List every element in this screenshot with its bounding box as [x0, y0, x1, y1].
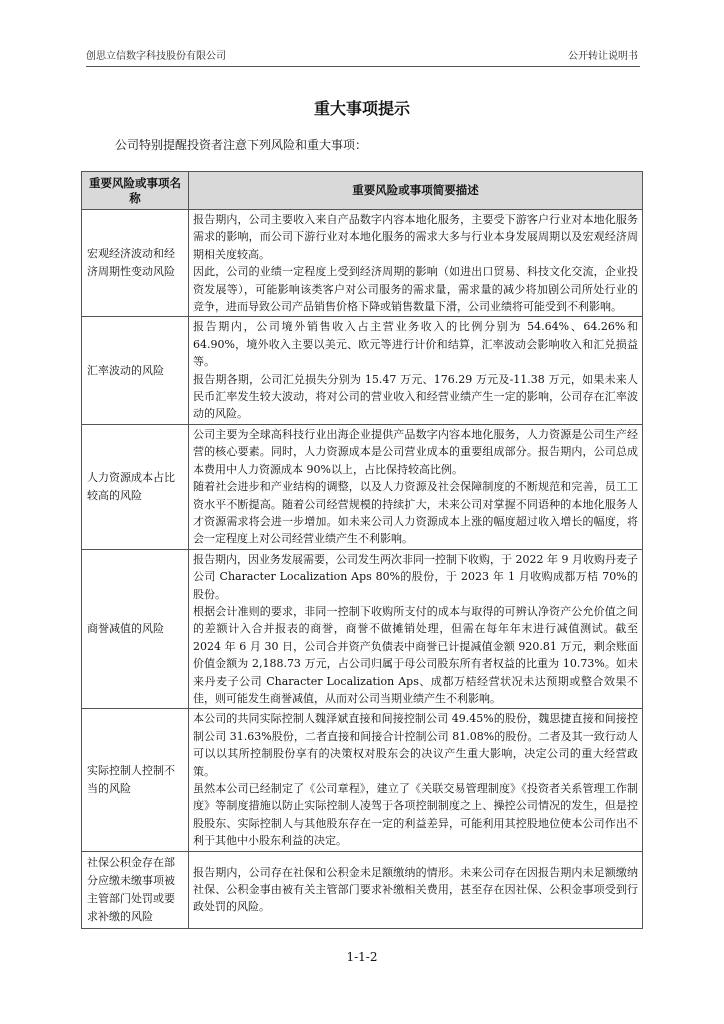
description-paragraph: 报告期各期，公司汇兑损失分别为 15.47 万元、176.29 万元及-11.38 万元，如果未来人民币汇率发生较大波动，将对公司的营业收入和经营业绩产生一定的影响，公司存在汇率波动的风险。: [193, 372, 638, 421]
risk-name: 社保公积金存在部分应缴未缴事项被主管部门处罚或要求补缴的风险: [82, 851, 189, 928]
risk-name: 商誉减值的风险: [82, 549, 189, 709]
risk-name: 实际控制人控制不当的风险: [82, 709, 189, 851]
column-header-risk-description: 重要风险或事项简要描述: [189, 172, 643, 210]
page-title: 重大事项提示: [313, 99, 410, 118]
description-paragraph: 报告期内，公司存在社保和公积金未足额缴纳的情形。未来公司存在因报告期内未足额缴纳社保、公积金事由被有关主管部门要求补缴相关费用，甚至存在因社保、公积金事项受到行政处罚的风险。: [193, 865, 638, 914]
description-paragraph: 虽然本公司已经制定了《公司章程》，建立了《关联交易管理制度》《投资者关系管理工作制度》等制度措施以防止实际控制人凌驾于各项控制制度之上、操控公司情况的发生，但是控股股东、实际控制人与其他股东存在一定的利益差异，可能利用其控股地位使本公司作出不利于其他中小股东利益的决定。: [193, 782, 638, 848]
table-row: [82, 424, 643, 549]
description-paragraph: 根据会计准则的要求，非同一控制下收购所支付的成本与取得的可辨认净资产公允价值之间的差额计入合并报表的商誉，商誉不做摊销处理，但需在每年年末进行减值测试。截至 2024 年 6 月 30 日，公司合并资产负债表中商誉已计提减值金额 920.81 万元，剩余账面价值金额为 2,188.73 万元，占公司归属于母公司股东所有者权益的比重为 10.73%。如未来丹麦子公司 Character Localization Aps、成都万桔经营状况未达预期或整合效果不佳，则可能发生商誉减值，从而对公司当期业绩产生不利影响。: [193, 604, 638, 705]
page-number: 1-1-2: [346, 950, 378, 964]
description-paragraph: 报告期内，公司境外销售收入占主营业务收入的比例分别为 54.64%、64.26%和64.90%，境外收入主要以美元、欧元等进行计价和结算，汇率波动会影响收入和汇兑损益等。: [193, 320, 638, 369]
description-paragraph: 报告期内，公司主要收入来自产品数字内容本地化服务，主要受下游客户行业对本地化服务需求的影响，而公司下游行业对本地化服务的需求大多与行业本身发展周期以及宏观经济周期相关度较高。: [193, 213, 638, 261]
table-row: [82, 549, 643, 709]
description-paragraph: 公司主要为全球高科技行业出海企业提供产品数字内容本地化服务，人力资源是公司生产经营的核心要素。同时，人力资源成本是公司营业成本的重要组成部分。报告期内，公司总成本费用中人力资源成本 90%以上，占比保持较高比例。: [193, 427, 638, 476]
description-paragraph: 本公司的共同实际控制人魏泽斌直接和间接控制公司 49.45%的股份，魏思捷直接和间接控制公司 31.63%股份，二者直接和间接合计控制公司 81.08%的股份。二者及其一致行动人可以以其所控制股份享有的决策权对股东会的决议产生重大影响，决定公司的重大经营政策。: [193, 712, 638, 778]
header-rule: [86, 66, 640, 67]
risk-description: [189, 709, 643, 851]
column-header-risk-name: 重要风险或事项名称: [82, 172, 189, 210]
risk-description: [189, 424, 643, 549]
table-header-row: [82, 172, 643, 210]
description-paragraph: 报告期内，因业务发展需要，公司发生两次非同一控制下收购，于 2022 年 9 月收购丹麦子公司 Character Localization Aps 80%的股份，于 2023 年 1 月收购成都万桔 70%的股份。: [193, 552, 638, 601]
table-row: [82, 851, 643, 928]
table-row: [82, 210, 643, 317]
header-company-name: 创思立信数字科技股份有限公司: [86, 51, 226, 62]
risk-description: [189, 210, 643, 317]
table-row: [82, 317, 643, 424]
running-header: [86, 50, 638, 66]
risk-description: [189, 851, 643, 928]
risk-table: [81, 171, 643, 929]
intro-paragraph: 公司特别提醒投资者注意下列风险和重大事项：: [115, 138, 368, 152]
risk-name: 汇率波动的风险: [82, 317, 189, 424]
table-row: [82, 709, 643, 851]
risk-description: [189, 549, 643, 709]
header-document-type: 公开转让说明书: [568, 51, 638, 62]
risk-name: 人力资源成本占比较高的风险: [82, 424, 189, 549]
risk-name: 宏观经济波动和经济周期性变动风险: [82, 210, 189, 317]
description-paragraph: 随着社会进步和产业结构的调整，以及人力资源及社会保障制度的不断规范和完善，员工工资水平不断提高。随着公司经营规模的持续扩大，未来公司对掌握不同语种的本地化服务人才资源需求将会进一步增加。如未来公司人力资源成本上涨的幅度超过收入增长的幅度，将会一定程度上对公司经营业绩产生不利影响。: [193, 480, 638, 546]
description-paragraph: 因此，公司的业绩一定程度上受到经济周期的影响（如进出口贸易、科技文化交流，企业投资发展等），可能影响该类客户对公司服务的需求量，需求量的减少将加剧公司所处行业的竞争，进而导致公司产品销售价格下降或销售数量下滑，公司业绩将可能受到不利影响。: [193, 265, 638, 314]
risk-description: [189, 317, 643, 424]
